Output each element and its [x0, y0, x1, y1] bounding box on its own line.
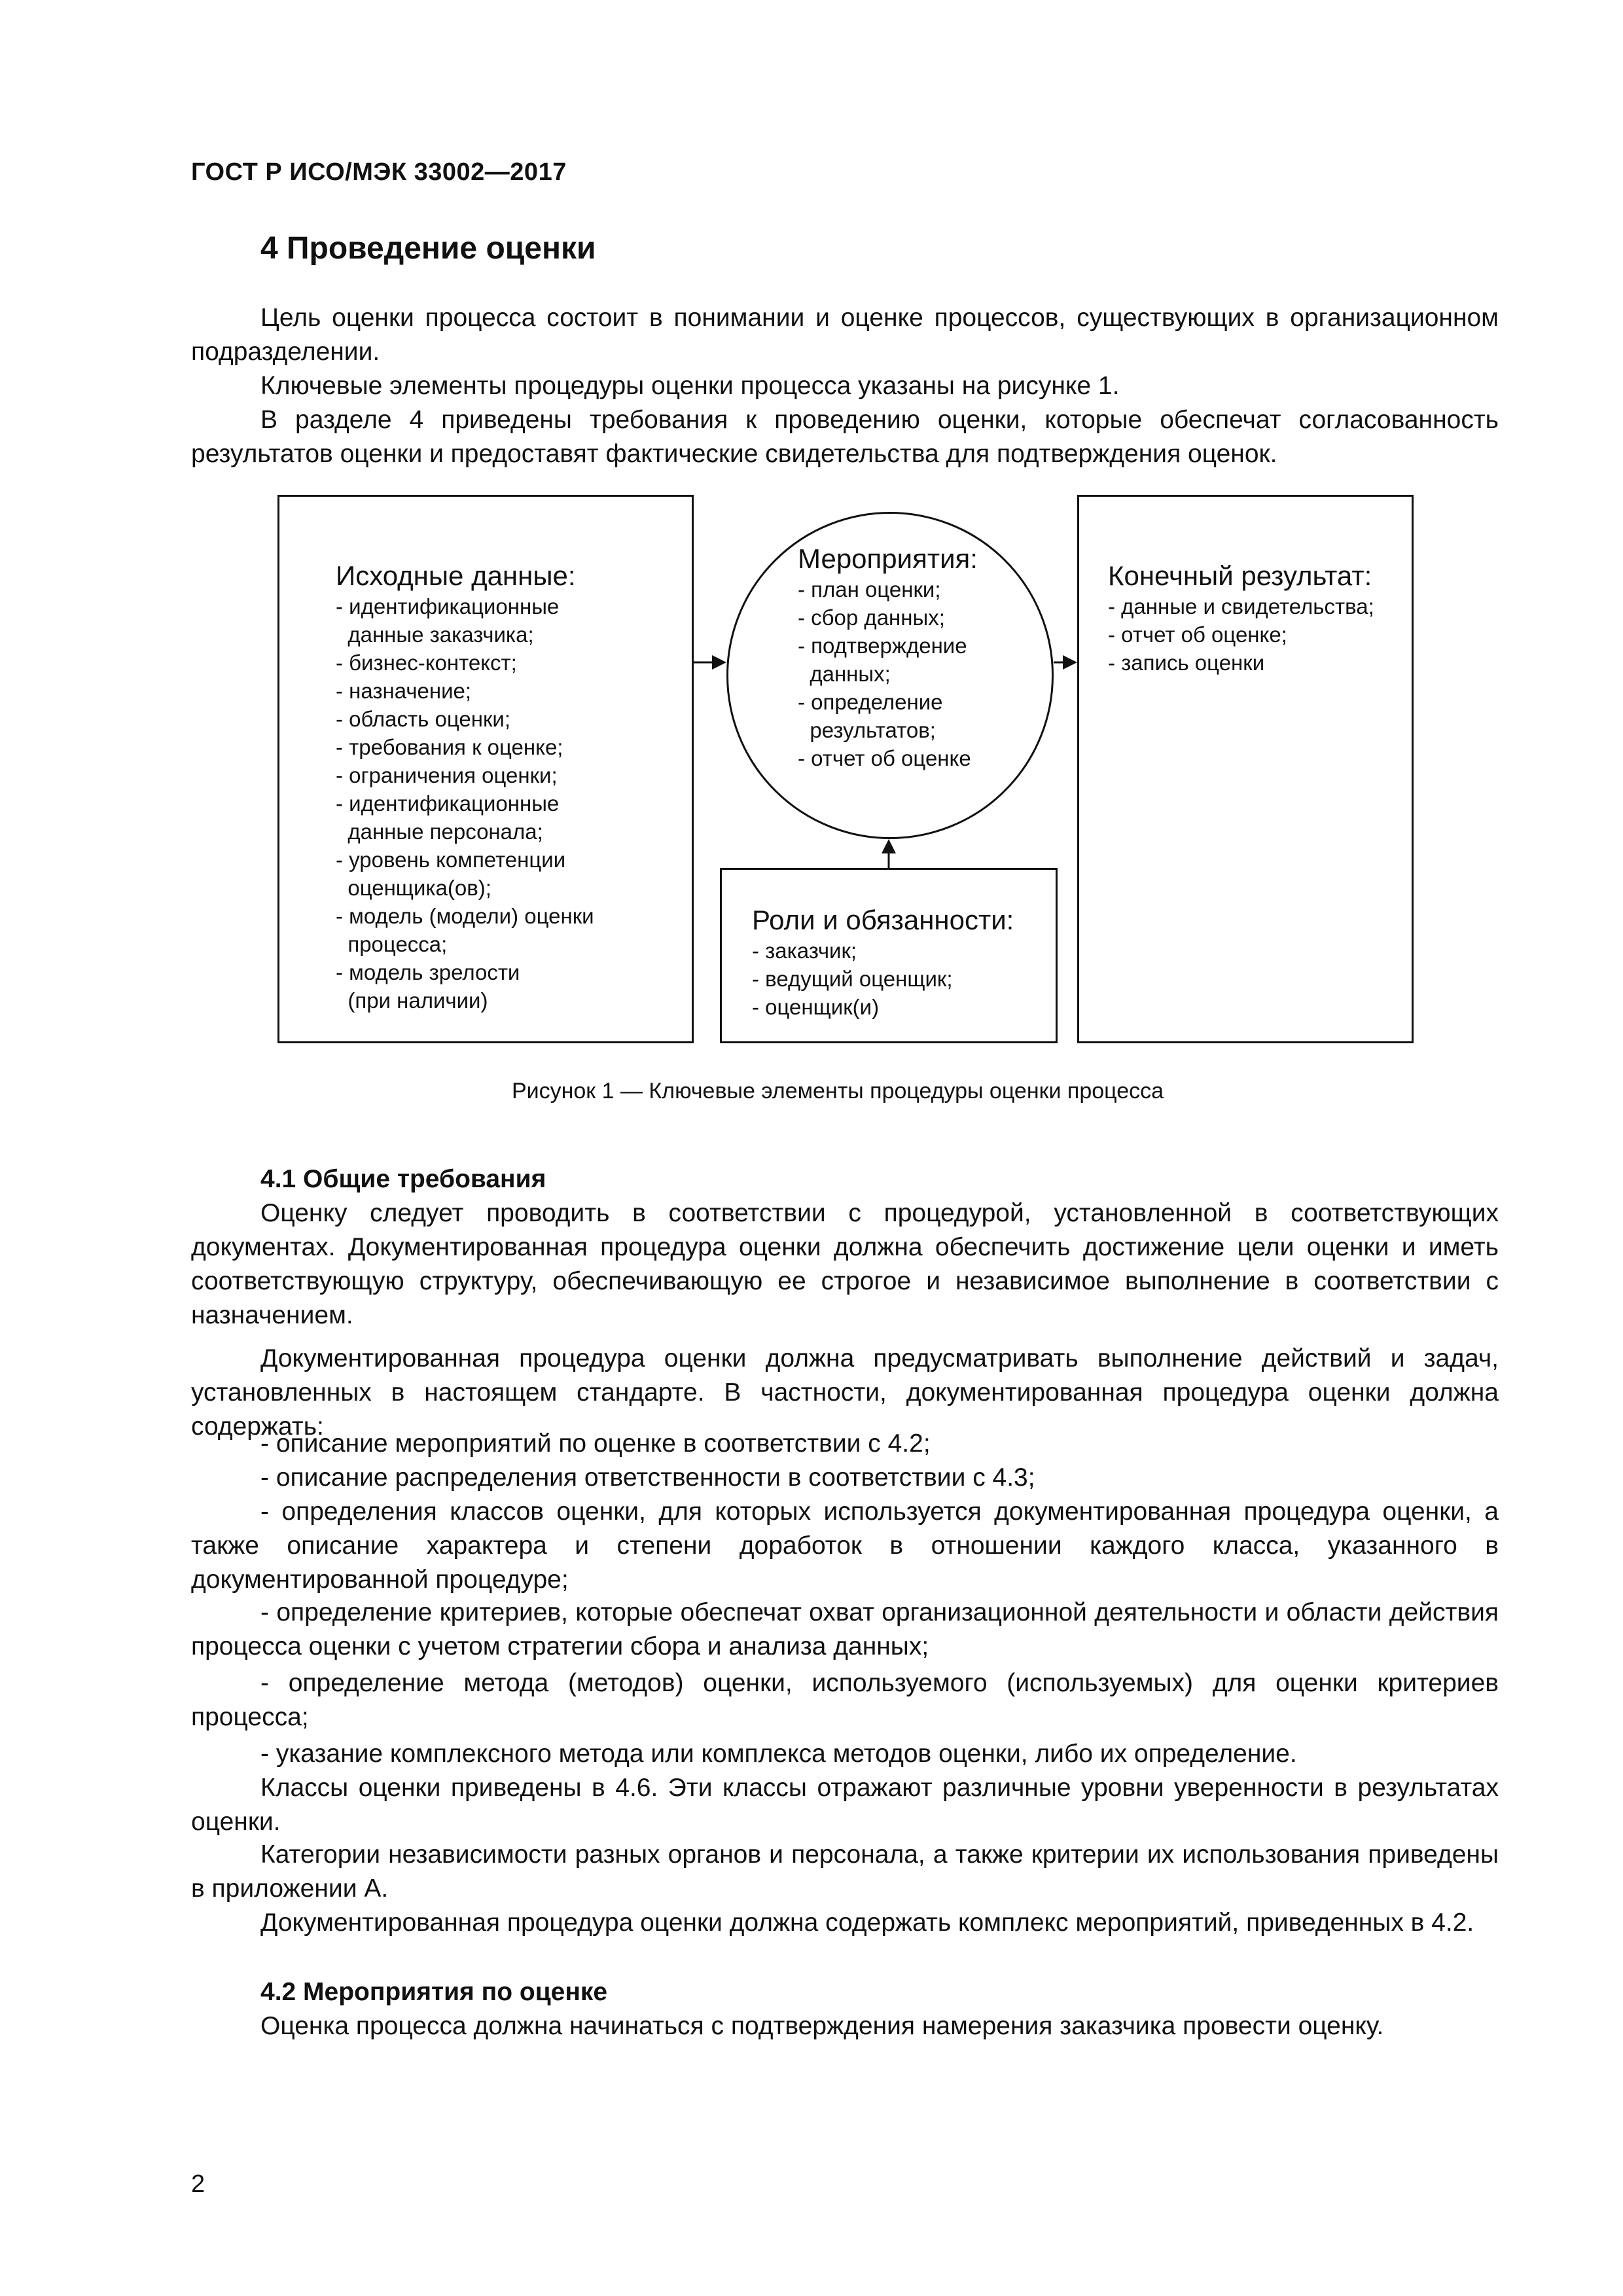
inputs-list — [336, 592, 594, 1014]
s41-item-6: - указание комплексного метода или комплекса методов оценки, либо их определение. — [260, 1740, 1297, 1768]
inputs-line: процесса; — [336, 932, 448, 956]
subsection-4-2-title: 4.2 Мероприятия по оценке — [260, 1978, 608, 2006]
s42-paragraph-1: Оценка процесса должна начинаться с подтверждения намерения заказчика провести оценку. — [260, 2012, 1384, 2040]
roles-line: - ведущий оценщик; — [752, 967, 953, 991]
inputs-line: - уровень компетенции — [336, 848, 566, 872]
inputs-box — [277, 495, 694, 1043]
s41-paragraph-1: Оценку следует проводить в соответствии с процедурой, установленной в соответствующих документах. Документированная процедура оценки должна обеспечить достижение цели оценки и иметь соответствующую структуру, обеспечивающую ее строгое и независимое выполнение в соответствии с назначением. — [191, 1199, 1499, 1329]
page-number: 2 — [191, 2170, 205, 2198]
roles-box — [720, 868, 1058, 1043]
inputs-line: - ограничения оценки; — [336, 763, 558, 787]
section-title: 4 Проведение оценки — [260, 231, 596, 266]
arrowhead-inputs-to-activities — [712, 655, 726, 670]
roles-line: - оценщик(и) — [752, 995, 880, 1019]
inputs-line: - назначение; — [336, 679, 472, 703]
inputs-line: - идентификационные — [336, 594, 560, 619]
outputs-line: - запись оценки — [1108, 651, 1265, 675]
s41-paragraph-2: Документированная процедура оценки должна предусматривать выполнение действий и задач, установленных в настоящем стандарте. В частности, документированная процедура оценки должна содержать: — [191, 1344, 1499, 1441]
subsection-4-1-title: 4.1 Общие требования — [260, 1165, 546, 1193]
intro-paragraph-2: Ключевые элементы процедуры оценки процесса указаны на рисунке 1. — [260, 372, 1120, 400]
s41-paragraph-5: Документированная процедура оценки должна содержать комплекс мероприятий, приведенных в 4.2. — [260, 1909, 1474, 1937]
inputs-line: данные персонала; — [336, 819, 543, 844]
outputs-box — [1077, 495, 1414, 1043]
outputs-title: Конечный результат: — [1108, 560, 1372, 591]
s41-item-1: - описание мероприятий по оценке в соответствии с 4.2; — [260, 1429, 931, 1458]
inputs-line: - бизнес-контекст; — [336, 651, 517, 675]
inputs-line: данные заказчика; — [336, 622, 534, 647]
inputs-line: - требования к оценке; — [336, 735, 563, 759]
activities-line: результатов; — [798, 718, 936, 742]
activities-line: - определение — [798, 690, 943, 714]
roles-list — [752, 937, 1014, 1021]
inputs-line: - идентификационные — [336, 791, 560, 816]
intro-paragraph-1: Цель оценки процесса состоит в понимании и оценке процессов, существующих в организационном подразделении. — [191, 304, 1499, 366]
activities-line: - подтверждение — [798, 634, 967, 658]
s41-item-5: - определение метода (методов) оценки, используемого (используемых) для оценки критериев процесса; — [191, 1669, 1499, 1731]
s41-item-2: - описание распределения ответственности в соответствии с 4.3; — [260, 1463, 1035, 1492]
outputs-line: - отчет об оценке; — [1108, 622, 1287, 647]
s41-paragraph-3: Классы оценки приведены в 4.6. Эти классы отражают различные уровни уверенности в результатах оценки. — [191, 1774, 1499, 1836]
activities-title: Мероприятия: — [798, 543, 978, 574]
s41-item-3: - определения классов оценки, для которых используется документированная процедура оценки, а также описание характера и степени доработок в отношении каждого класса, указанного в документированной процедуре; — [191, 1498, 1499, 1594]
intro-paragraph-3: В разделе 4 приведены требования к проведению оценки, которые обеспечат согласованность результатов оценки и предоставят фактические свидетельства для подтверждения оценок. — [191, 406, 1499, 468]
inputs-line: - модель зрелости — [336, 960, 520, 984]
inputs-line: - область оценки; — [336, 707, 511, 731]
activities-list — [798, 575, 978, 772]
s41-item-4: - определение критериев, которые обеспечат охват организационной деятельности и области действия процесса оценки с учетом стратегии сбора и анализа данных; — [191, 1598, 1499, 1660]
arrowhead-roles-to-activities — [882, 839, 896, 853]
arrowhead-activities-to-outputs — [1063, 655, 1077, 670]
roles-line: - заказчик; — [752, 939, 857, 963]
activities-line: - сбор данных; — [798, 605, 945, 630]
inputs-line: оценщика(ов); — [336, 876, 491, 900]
activities-line: - план оценки; — [798, 577, 941, 601]
outputs-list — [1108, 592, 1374, 677]
inputs-title: Исходные данные: — [336, 560, 576, 591]
activities-circle — [726, 512, 1054, 839]
standard-header: ГОСТ Р ИСО/МЭК 33002—2017 — [191, 158, 567, 186]
s41-paragraph-4: Категории независимости разных органов и персонала, а также критерии их использования приведены в приложении А. — [191, 1840, 1499, 1903]
inputs-line: (при наличии) — [336, 988, 488, 1013]
activities-line: - отчет об оценке — [798, 746, 971, 770]
figure-caption: Рисунок 1 — Ключевые элементы процедуры оценки процесса — [511, 1079, 1164, 1103]
activities-line: данных; — [798, 662, 891, 686]
roles-title: Роли и обязанности: — [752, 905, 1014, 935]
outputs-line: - данные и свидетельства; — [1108, 594, 1374, 619]
inputs-line: - модель (модели) оценки — [336, 904, 594, 928]
